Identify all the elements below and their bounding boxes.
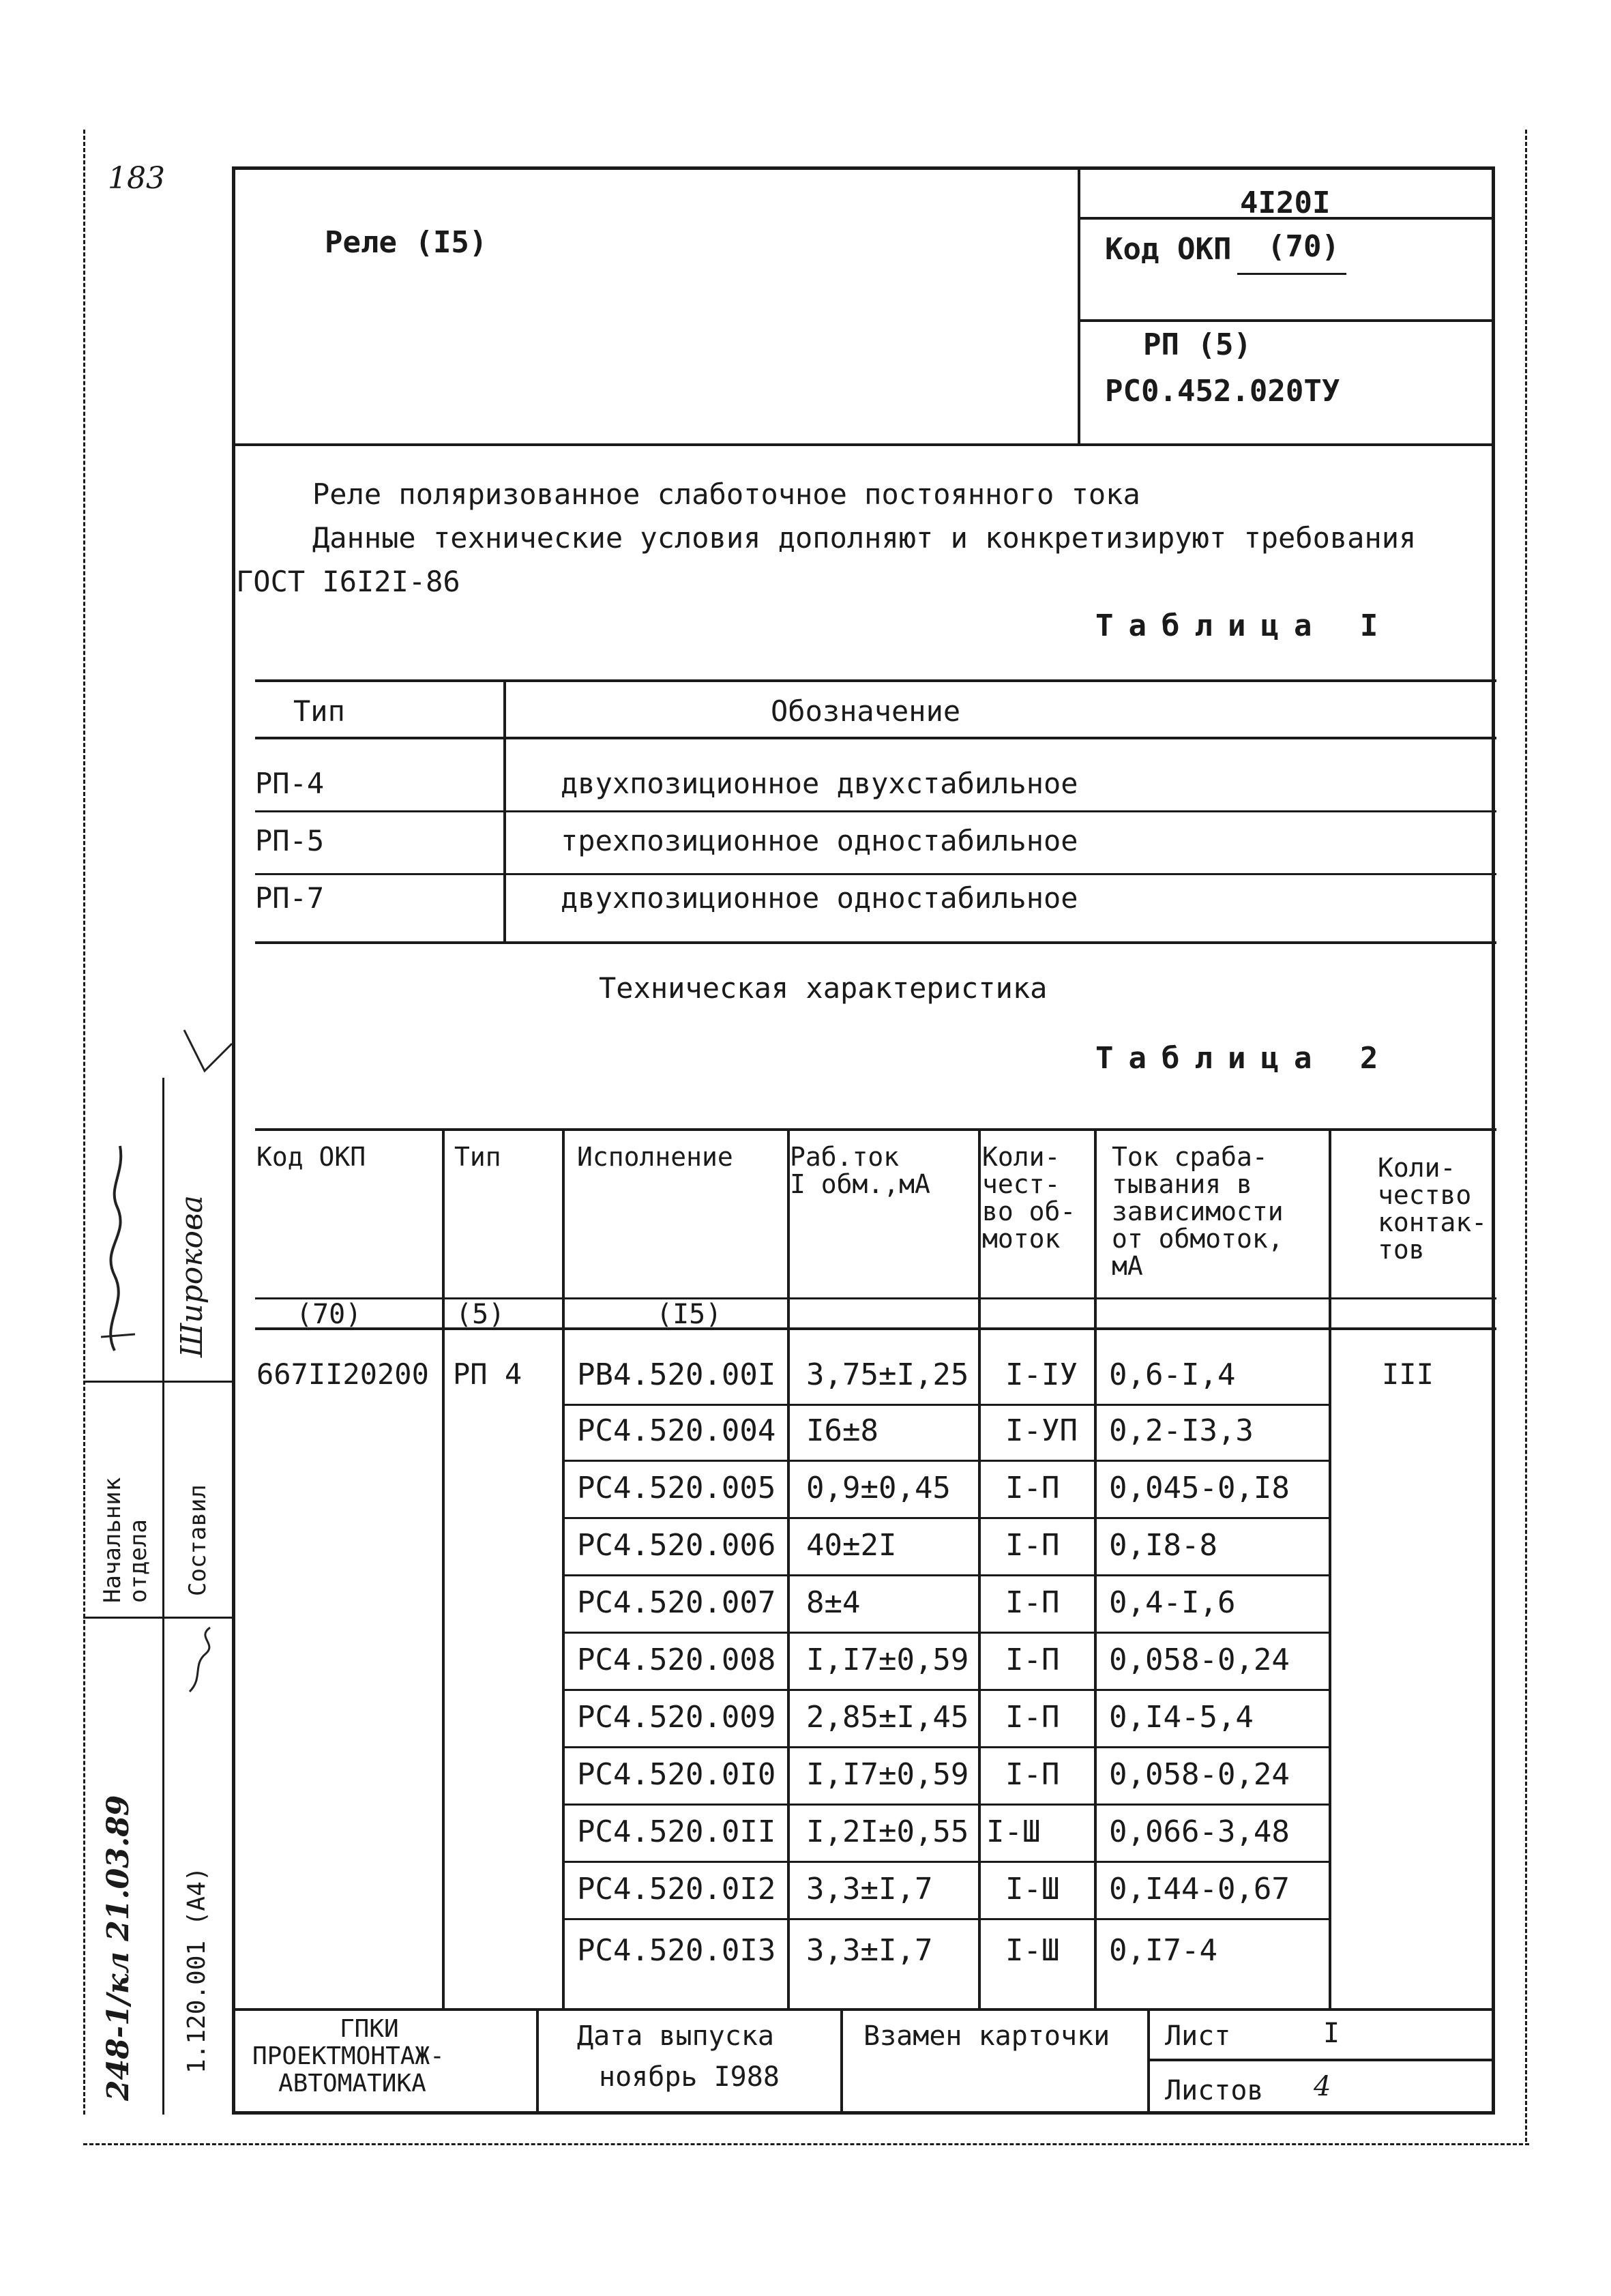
table2-header-bottom — [255, 1297, 1496, 1299]
current-cell: 40±2I — [806, 1528, 897, 1563]
table2-row-line — [562, 1517, 1329, 1519]
okp-underline — [1237, 273, 1346, 275]
version-cell: РВ4.520.00I — [577, 1357, 776, 1392]
footer-divider-1 — [536, 2008, 539, 2115]
spec-number: РС0.452.020ТУ — [1105, 374, 1340, 409]
table2-header-windings: Коли- чест- во об- моток — [982, 1142, 1076, 1254]
check-mark — [177, 1023, 239, 1085]
version-cell: РС4.520.006 — [577, 1528, 776, 1563]
version-cell: РС4.520.0I3 — [577, 1933, 776, 1968]
table1-row1-bottom — [255, 810, 1496, 812]
table1-top — [255, 679, 1496, 682]
margin-head-label: Начальник отдела — [99, 1477, 152, 1603]
margin-doc-code: 1.120.001 (А4) — [183, 1866, 211, 2074]
version-cell: РС4.520.0I2 — [577, 1872, 776, 1907]
trip-cell: 0,I4-5,4 — [1109, 1700, 1254, 1735]
left-margin-line — [83, 130, 85, 2115]
windings-cell: I-П — [1005, 1528, 1060, 1563]
table2-col-divider-6 — [1329, 1128, 1331, 2008]
table1-col-divider — [503, 679, 506, 943]
table2-row-line — [562, 1404, 1329, 1406]
table2-row-line — [562, 1804, 1329, 1806]
table1-cell-type: РП-7 — [255, 881, 325, 915]
intro-line-2: Данные технические условия дополняют и конкретизируют требования — [312, 521, 1417, 555]
table2-top — [255, 1128, 1496, 1131]
windings-cell: I-П — [1005, 1643, 1060, 1677]
table2-col-divider-4 — [978, 1128, 981, 2008]
windings-cell: I-П — [1005, 1700, 1060, 1735]
title-block-divider — [1078, 166, 1080, 445]
windings-cell: I-Ш — [1005, 1933, 1060, 1968]
table2-row-line — [562, 1918, 1329, 1920]
okp-label: Код ОКП — [1105, 232, 1232, 267]
table2-caption: Таблица 2 — [1095, 1041, 1393, 1076]
footer-sheet-value: I — [1323, 2018, 1340, 2049]
footer-release-value: ноябрь I988 — [599, 2061, 780, 2093]
trip-cell: 0,058-0,24 — [1109, 1757, 1290, 1792]
product-title: Реле (I5) — [325, 225, 488, 260]
okp-value: (70) — [1267, 229, 1340, 264]
current-cell: I,2I±0,55 — [806, 1814, 969, 1849]
footer-sheets-label: Листов — [1165, 2075, 1264, 2106]
table2-row-line — [562, 1460, 1329, 1462]
current-cell: 3,3±I,7 — [806, 1933, 933, 1968]
version-cell: РС4.520.0I0 — [577, 1757, 776, 1792]
table2-col-divider-2 — [562, 1128, 565, 2008]
version-cell: РС4.520.0II — [577, 1814, 776, 1849]
right-margin-line — [1525, 130, 1527, 2142]
table2-type-value: РП 4 — [453, 1357, 522, 1391]
section-title: Техническая характеристика — [599, 971, 1048, 1005]
margin-strip-divider — [162, 1078, 164, 2115]
trip-cell: 0,I8-8 — [1109, 1528, 1217, 1563]
table2-okp-code: 667II20200 — [256, 1357, 429, 1391]
table1-header-type: Тип — [293, 694, 345, 728]
current-cell: 2,85±I,45 — [806, 1700, 969, 1735]
current-cell: 3,3±I,7 — [806, 1872, 933, 1907]
footer-divider-3 — [1147, 2008, 1150, 2115]
footer-sheet-divider — [1147, 2059, 1495, 2061]
table2-header-type: Тип — [454, 1142, 501, 1172]
table2-col-divider-3 — [787, 1128, 790, 2008]
margin-signature-name: Широкова — [175, 1195, 209, 1357]
table1-cell-type: РП-4 — [255, 767, 325, 800]
table2-row-line — [562, 1746, 1329, 1748]
footer-release-label: Дата выпуска — [577, 2020, 774, 2052]
trip-cell: 0,058-0,24 — [1109, 1643, 1290, 1677]
windings-cell: I-УП — [1005, 1413, 1078, 1448]
table2-subheader-okp: (70) — [296, 1299, 362, 1330]
footer-sheet-label: Лист — [1165, 2020, 1231, 2052]
footer-org-line-2: ПРОЕКТМОНТАЖ- — [252, 2042, 445, 2070]
table2-row-line — [562, 1632, 1329, 1634]
version-cell: РС4.520.005 — [577, 1471, 776, 1505]
intro-line-3: ГОСТ I6I2I-86 — [236, 565, 460, 598]
footer-top — [232, 2008, 1495, 2011]
current-cell: I6±8 — [806, 1413, 878, 1448]
intro-line-1: Реле поляризованное слаботочное постоянного тока — [312, 477, 1140, 511]
table1-bottom — [255, 941, 1496, 944]
table2-row-line — [562, 1689, 1329, 1691]
footer-replaces-label: Взамен карточки — [863, 2020, 1110, 2052]
trip-cell: 0,045-0,I8 — [1109, 1471, 1290, 1505]
product-code: 4I20I — [1240, 186, 1331, 220]
signature-mark-2 — [183, 1623, 226, 1698]
trip-cell: 0,I44-0,67 — [1109, 1872, 1290, 1907]
windings-cell: I-Ш — [986, 1814, 1041, 1849]
okp-divider — [1078, 319, 1495, 322]
current-cell: 3,75±I,25 — [806, 1357, 969, 1392]
windings-cell: I-П — [1005, 1585, 1060, 1620]
version-cell: РС4.520.009 — [577, 1700, 776, 1735]
table2-subheader-type: (5) — [456, 1299, 505, 1330]
footer-divider-2 — [840, 2008, 843, 2115]
version-cell: РС4.520.007 — [577, 1585, 776, 1620]
table1-header-designation: Обозначение — [771, 694, 961, 728]
footer-org-line-1: ГПКИ — [340, 2015, 399, 2043]
footer-sheets-value: 4 — [1314, 2071, 1331, 2102]
bottom-margin-line — [83, 2143, 1529, 2145]
trip-cell: 0,2-I3,3 — [1109, 1413, 1254, 1448]
table1-cell-designation: двухпозиционное одностабильное — [561, 881, 1078, 915]
table2-subheader-version: (I5) — [656, 1299, 722, 1330]
current-cell: 8±4 — [806, 1585, 861, 1620]
current-cell: 0,9±0,45 — [806, 1471, 951, 1505]
current-cell: I,I7±0,59 — [806, 1757, 969, 1792]
table2-header-okp: Код ОКП — [256, 1142, 366, 1172]
windings-cell: I-Ш — [1005, 1872, 1060, 1907]
trip-cell: 0,6-I,4 — [1109, 1357, 1236, 1392]
trip-cell: 0,066-3,48 — [1109, 1814, 1290, 1849]
table2-header-version: Исполнение — [577, 1142, 733, 1172]
table2-col-divider-5 — [1094, 1128, 1097, 2008]
margin-strip-line-1 — [83, 1381, 232, 1383]
table1-header-bottom — [255, 737, 1496, 739]
table2-subheader-bottom — [255, 1327, 1496, 1330]
margin-compiled-label: Составил — [184, 1484, 211, 1596]
margin-reg-number: 248-1/кл 21.03.89 — [101, 1795, 136, 2101]
current-cell: I,I7±0,59 — [806, 1643, 969, 1677]
table2-col-divider-1 — [442, 1128, 445, 2008]
windings-cell: I-П — [1005, 1757, 1060, 1792]
footer-org-line-3: АВТОМАТИКА — [278, 2070, 426, 2098]
windings-cell: I-П — [1005, 1471, 1060, 1505]
table1-row2-bottom — [255, 873, 1496, 875]
signature-mark-1 — [87, 1132, 149, 1357]
trip-cell: 0,I7-4 — [1109, 1933, 1217, 1968]
title-block-bottom — [232, 443, 1495, 446]
page-number-handwritten: 183 — [108, 161, 165, 196]
table2-row-line — [562, 1574, 1329, 1576]
windings-cell: I-IУ — [1005, 1357, 1078, 1392]
table2-row-line — [562, 1861, 1329, 1863]
margin-strip-line-2 — [83, 1617, 232, 1619]
table2-header-contacts: Коли- чество контак- тов — [1378, 1153, 1488, 1265]
table2-contacts-value: III — [1382, 1357, 1434, 1391]
trip-cell: 0,4-I,6 — [1109, 1585, 1236, 1620]
version-cell: РС4.520.004 — [577, 1413, 776, 1448]
table1-cell-designation: трехпозиционное одностабильное — [561, 824, 1078, 857]
table2-header-trip: Ток сраба- тывания в зависимости от обмоток, мА — [1112, 1142, 1284, 1281]
table1-cell-type: РП-5 — [255, 824, 325, 857]
rp-label: РП (5) — [1143, 327, 1252, 362]
version-cell: РС4.520.008 — [577, 1643, 776, 1677]
table1-cell-designation: двухпозиционное двухстабильное — [561, 767, 1078, 800]
table1-caption: Таблица I — [1095, 608, 1393, 643]
table2-header-current: Раб.ток I обм.,мА — [790, 1142, 930, 1199]
